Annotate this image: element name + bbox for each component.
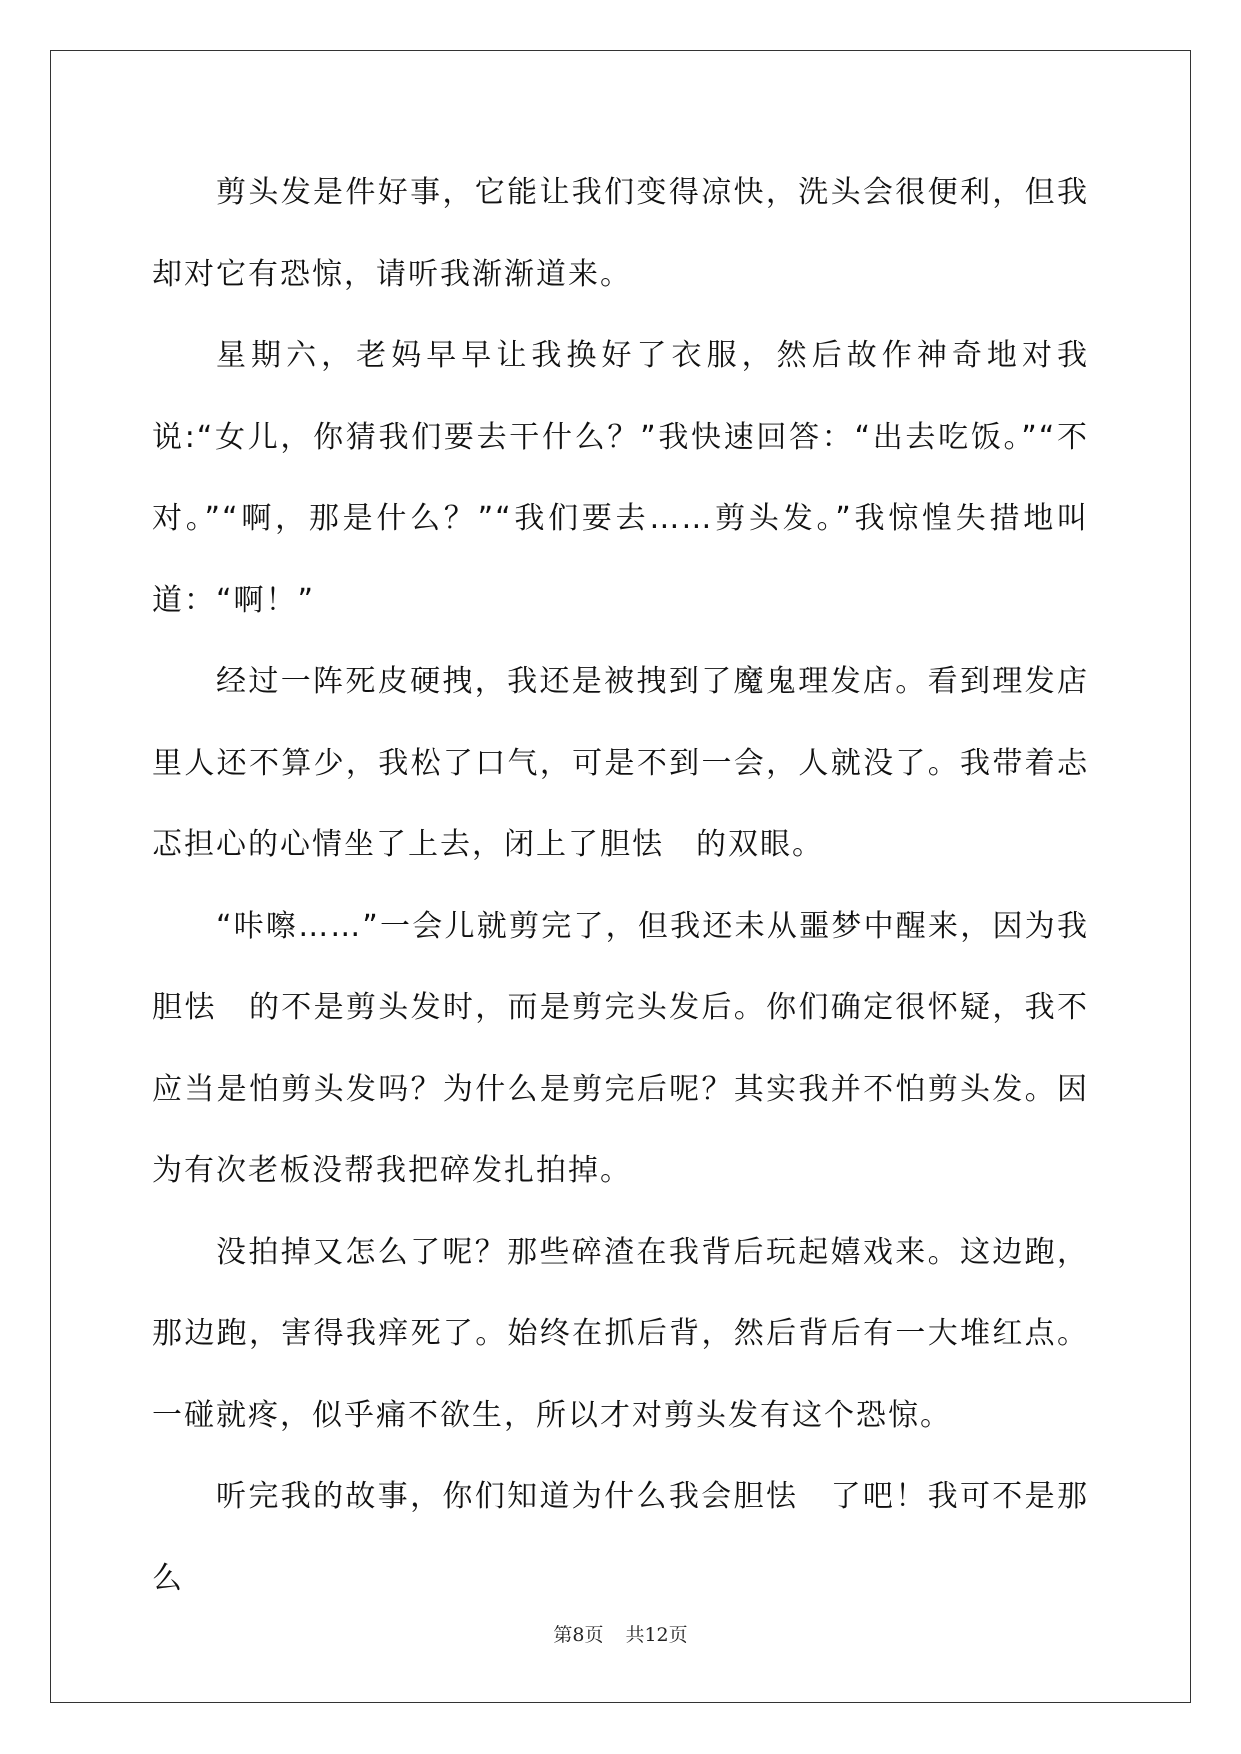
paragraph: “咔嚓……”一会儿就剪完了，但我还未从噩梦中醒来，因为我胆怯 的不是剪头发时，而是剪完头发后。你们确定很怀疑，我不应当是怕剪头发吗？为什么是剪完后呢？其实我并不怕剪头发。因为有次老板没帮我把碎发扎拍掉。 — [152, 908, 1089, 1188]
paragraph: 剪头发是件好事，它能让我们变得凉快，洗头会很便利，但我却对它有恐惊，请听我渐渐道来。 — [152, 175, 1089, 292]
page-total: 共12页 — [625, 1624, 688, 1646]
paragraph: 经过一阵死皮硬拽，我还是被拽到了魔鬼理发店。看到理发店里人还不算少，我松了口气，可是不到一会，人就没了。我带着忐忑担心的心情坐了上去，闭上了胆怯 的双眼。 — [152, 664, 1089, 862]
paragraph: 没拍掉又怎么了呢？那些碎渣在我背后玩起嬉戏来。这边跑，那边跑，害得我痒死了。始终在抓后背，然后背后有一大堆红点。一碰就疼，似乎痛不欲生，所以才对剪头发有这个恐惊。 — [152, 1234, 1089, 1433]
paragraph: 星期六，老妈早早让我换好了衣服，然后故作神奇地对我说:“女儿，你猜我们要去干什么？”我快速回答：“出去吃饭。”“不对。”“啊，那是什么？”“我们要去……剪头发。”我惊惶失措地叫道：“啊！” — [152, 338, 1089, 618]
page-number: 第8页 — [553, 1624, 604, 1646]
page-footer — [0, 1620, 1241, 1647]
document-body — [152, 152, 1089, 1619]
paragraph: 听完我的故事，你们知道为什么我会胆怯 了吧！我可不是那么 — [152, 1479, 1089, 1596]
